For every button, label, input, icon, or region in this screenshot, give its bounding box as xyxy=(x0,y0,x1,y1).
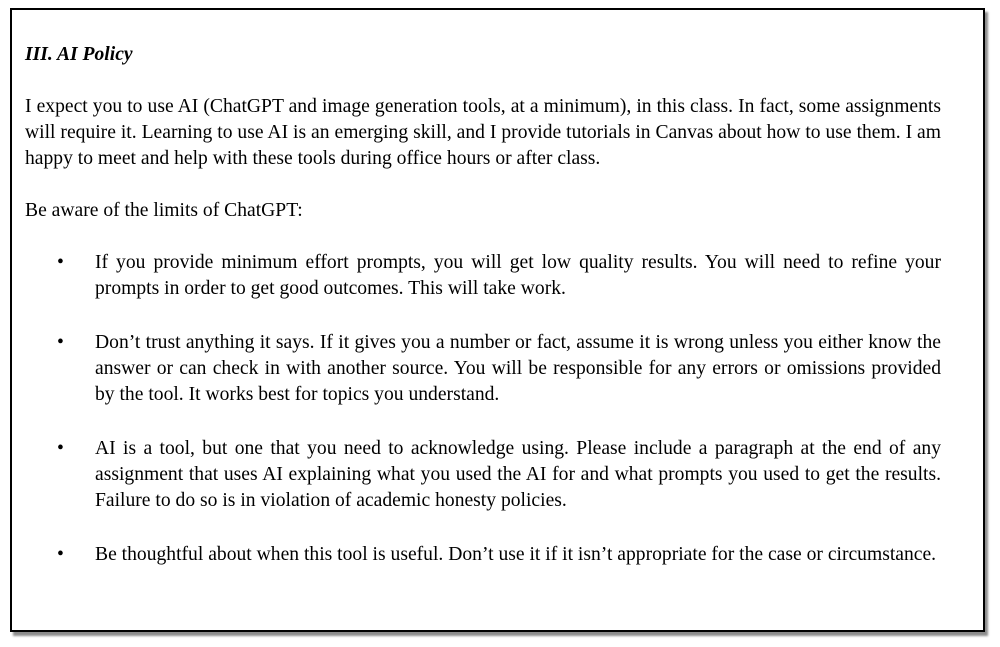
bullet-icon: • xyxy=(57,544,64,565)
limits-label: Be aware of the limits of ChatGPT: xyxy=(25,200,303,221)
list-item xyxy=(57,330,941,408)
list-item-text: Be thoughtful about when this tool is useful. Don’t use it if it isn’t appropriate for the case or circumstance. xyxy=(95,544,937,565)
list-item-text: AI is a tool, but one that you need to acknowledge using. Please include a paragraph at the end of any assignment that uses AI explaining what you used the AI for and what prompts you used to get the results. Failure to do so is in violation of academic honesty policies. xyxy=(95,438,941,511)
list-item xyxy=(57,436,941,514)
intro-paragraph: I expect you to use AI (ChatGPT and image generation tools, at a minimum), in this class. In fact, some assignments will require it. Learning to use AI is an emerging skill, and I provide tutorials in Canvas about how to use them. I am happy to meet and help with these tools during office hours or after class. xyxy=(25,96,941,169)
section-heading: III. AI Policy xyxy=(25,44,133,65)
bullet-icon: • xyxy=(57,252,64,273)
limits-list xyxy=(57,250,941,596)
list-item xyxy=(57,542,941,568)
document-frame xyxy=(10,8,985,632)
bullet-icon: • xyxy=(57,438,64,459)
list-item xyxy=(57,250,941,302)
list-item-text: Don’t trust anything it says. If it gives you a number or fact, assume it is wrong unless you either know the answer or can check in with another source. You will be responsible for any errors or omissions provided by the tool. It works best for topics you understand. xyxy=(95,332,941,405)
bullet-icon: • xyxy=(57,332,64,353)
list-item-text: If you provide minimum effort prompts, you will get low quality results. You will need to refine your prompts in order to get good outcomes. This will take work. xyxy=(95,252,941,299)
